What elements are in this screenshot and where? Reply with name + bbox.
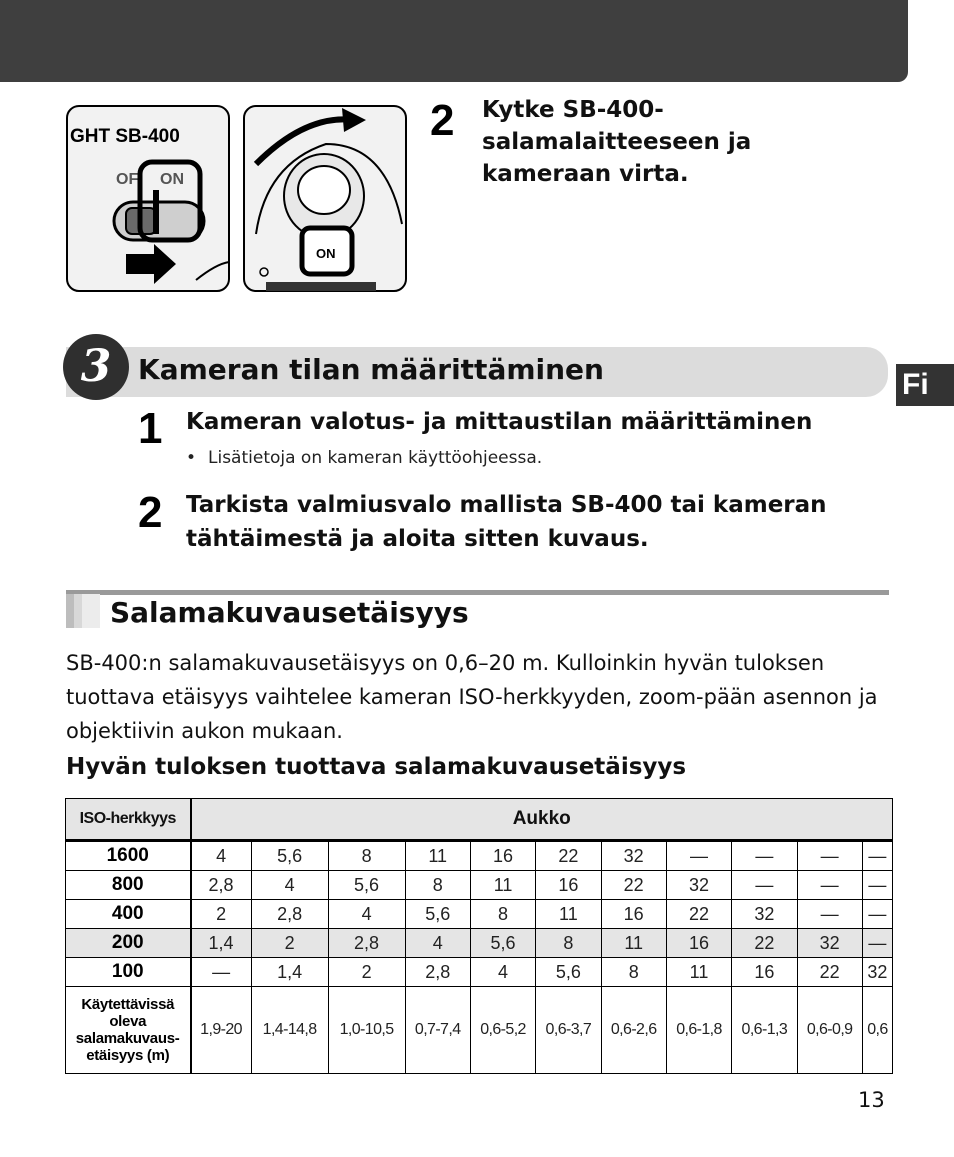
iso-value: 200 [66, 929, 191, 958]
range-value: 0,7-7,4 [405, 987, 470, 1074]
iso-value: 800 [66, 871, 191, 900]
aperture-value: 22 [797, 958, 862, 987]
aperture-value: 22 [536, 841, 601, 871]
header-iso: ISO-herkkyys [66, 799, 191, 841]
range-value: 0,6-0,9 [797, 987, 862, 1074]
aperture-value: — [732, 871, 797, 900]
aperture-value: 2,8 [251, 900, 328, 929]
aperture-value: 11 [536, 900, 601, 929]
aperture-value: — [732, 841, 797, 871]
aperture-value: — [797, 900, 862, 929]
table-row [66, 841, 893, 871]
sb400-power-switch-illustration [66, 104, 408, 294]
aperture-value: 8 [328, 841, 405, 871]
flash-range-table [65, 798, 893, 1074]
aperture-value: 32 [732, 900, 797, 929]
aperture-value: — [666, 841, 731, 871]
aperture-value: 32 [666, 871, 731, 900]
aperture-value: 8 [470, 900, 535, 929]
aperture-value: — [862, 900, 892, 929]
substep-number: 1 [138, 404, 163, 453]
aperture-value: 2,8 [328, 929, 405, 958]
subsection-title: Salamakuvausetäisyys [110, 596, 469, 629]
header-aperture: Aukko [191, 799, 893, 841]
table-row [66, 958, 893, 987]
table-row [66, 871, 893, 900]
substep-title: Tarkista valmiusvalo mallista SB-400 tai kameran tähtäimestä ja aloita sitten kuvaus. [186, 492, 827, 552]
aperture-value: 4 [405, 929, 470, 958]
aperture-value: 16 [601, 900, 666, 929]
aperture-value: 1,4 [251, 958, 328, 987]
aperture-value: 32 [797, 929, 862, 958]
aperture-value: 11 [470, 871, 535, 900]
aperture-value: 16 [732, 958, 797, 987]
aperture-value: — [862, 929, 892, 958]
table-row-range [66, 987, 893, 1074]
range-value: 0,6-2,6 [601, 987, 666, 1074]
aperture-value: 4 [470, 958, 535, 987]
aperture-value: — [797, 841, 862, 871]
aperture-value: — [191, 958, 252, 987]
subsection-rule [66, 590, 889, 595]
range-value: 1,4-14,8 [251, 987, 328, 1074]
aperture-value: 2 [191, 900, 252, 929]
aperture-value: 1,4 [191, 929, 252, 958]
aperture-value: 4 [191, 841, 252, 871]
section-title: Kameran tilan määrittäminen [138, 353, 604, 386]
on-label: ON [160, 171, 184, 188]
model-label: GHT SB-400 [70, 126, 180, 147]
aperture-value: 5,6 [328, 871, 405, 900]
aperture-value: 8 [601, 958, 666, 987]
iso-value: 100 [66, 958, 191, 987]
language-tab: Fi [896, 364, 954, 406]
range-value: 1,0-10,5 [328, 987, 405, 1074]
aperture-value: 11 [405, 841, 470, 871]
subsection-paragraph: SB-400:n salamakuvausetäisyys on 0,6–20 m. Kulloinkin hyvän tuloksen tuottava etäisyys vaihtelee kameran ISO-herkkyyden, zoom-pään asennon ja objektiivin aukon mukaan. [66, 651, 878, 743]
aperture-value: 22 [732, 929, 797, 958]
aperture-value: 5,6 [251, 841, 328, 871]
range-value: 0,6 [862, 987, 892, 1074]
aperture-value: — [862, 841, 892, 871]
aperture-value: 8 [405, 871, 470, 900]
aperture-value: 11 [666, 958, 731, 987]
substep-title: Kameran valotus- ja mittaustilan määrittäminen [186, 409, 813, 435]
header-bar [0, 0, 908, 82]
table-row [66, 900, 893, 929]
aperture-value: 2 [328, 958, 405, 987]
table-row [66, 929, 893, 958]
subsection-marker [66, 594, 100, 628]
aperture-value: 8 [536, 929, 601, 958]
aperture-value: 5,6 [405, 900, 470, 929]
page-number: 13 [858, 1088, 885, 1112]
camera-on-label: ON [316, 246, 336, 261]
substep-number: 2 [138, 488, 163, 537]
aperture-value: 4 [251, 871, 328, 900]
range-value: 0,6-3,7 [536, 987, 601, 1074]
aperture-value: 22 [601, 871, 666, 900]
range-value: 0,6-1,8 [666, 987, 731, 1074]
aperture-value: 11 [601, 929, 666, 958]
aperture-value: 5,6 [536, 958, 601, 987]
range-value: 1,9-20 [191, 987, 252, 1074]
aperture-value: 2 [251, 929, 328, 958]
range-value: 0,6-1,3 [732, 987, 797, 1074]
aperture-value: — [797, 871, 862, 900]
aperture-value: 22 [666, 900, 731, 929]
bullet-text: Lisätietoja on kameran käyttöohjeessa. [208, 448, 543, 468]
step-number: 2 [430, 96, 455, 145]
aperture-value: 16 [536, 871, 601, 900]
iso-value: 1600 [66, 841, 191, 871]
aperture-value: 2,8 [405, 958, 470, 987]
off-label: OF [116, 171, 139, 188]
aperture-value: 32 [601, 841, 666, 871]
aperture-value: 5,6 [470, 929, 535, 958]
iso-value: 400 [66, 900, 191, 929]
aperture-value: 16 [470, 841, 535, 871]
step-instruction: Kytke SB-400-salamalaitteeseen ja kameraan virta. [482, 97, 752, 187]
aperture-value: 2,8 [191, 871, 252, 900]
table-title: Hyvän tuloksen tuottava salamakuvausetäisyys [66, 754, 687, 780]
table-header-row [66, 799, 893, 841]
substep-bullet: • Lisätietoja on kameran käyttöohjeessa. [186, 448, 543, 468]
aperture-value: 4 [328, 900, 405, 929]
aperture-value: 16 [666, 929, 731, 958]
aperture-value: 32 [862, 958, 892, 987]
range-value: 0,6-5,2 [470, 987, 535, 1074]
section-number: 3 [80, 341, 112, 392]
range-label: Käytettävissä oleva salamakuvausetäisyys (m) [66, 987, 191, 1074]
aperture-value: — [862, 871, 892, 900]
